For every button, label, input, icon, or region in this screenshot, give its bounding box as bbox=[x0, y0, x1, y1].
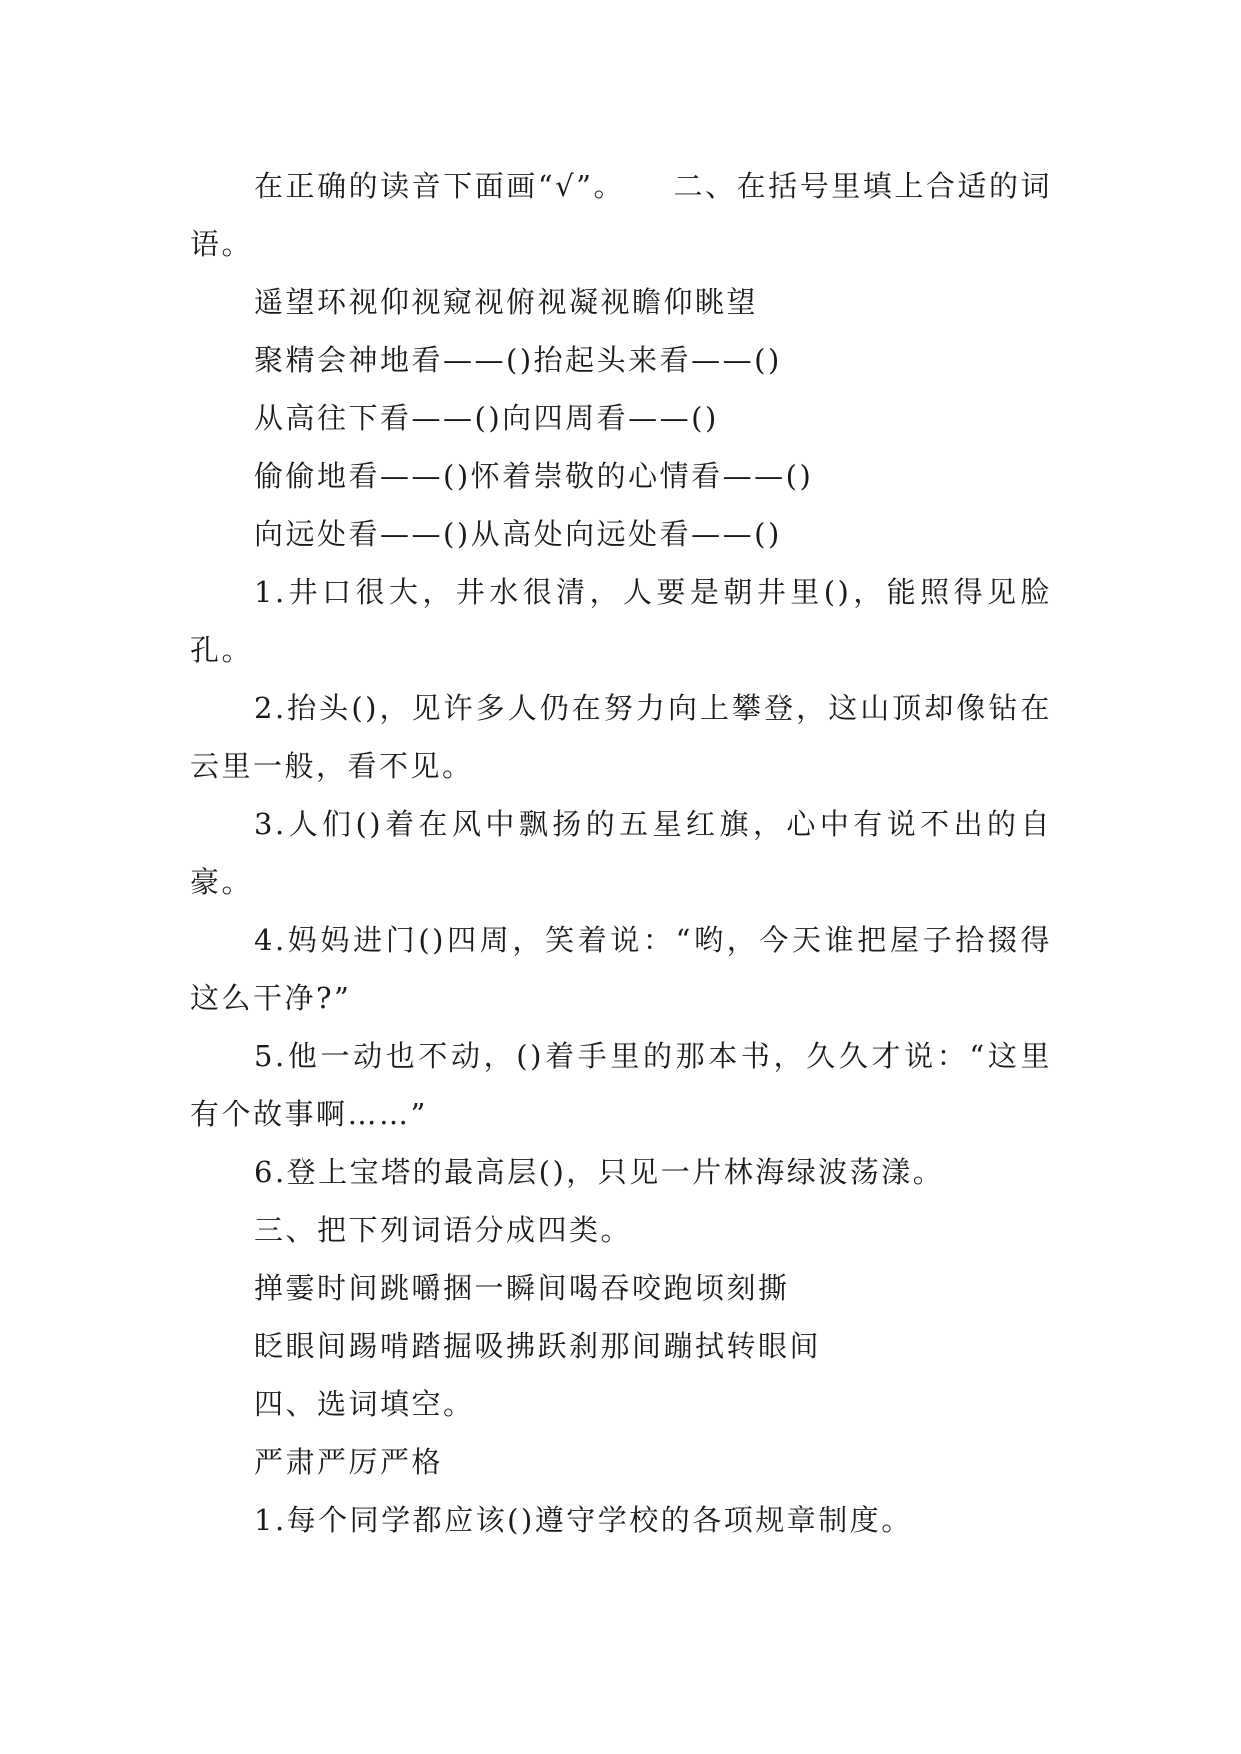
section-heading: 四、选词填空。 bbox=[254, 1387, 475, 1421]
word-bank-line: 遥望环视仰视窥视俯视凝视瞻仰眺望 bbox=[254, 285, 759, 319]
section-heading: 三、把下列词语分成四类。 bbox=[254, 1213, 633, 1247]
document-body bbox=[190, 157, 1052, 1549]
word-bank-line: 掸霎时间跳嚼捆一瞬间喝吞咬跑顷刻撕 bbox=[254, 1271, 790, 1305]
question-item: 1.井口很大，井水很清，人要是朝井里()，能照得见脸孔。 bbox=[190, 575, 1052, 667]
question-item: 4.妈妈进门()四周，笑着说：“哟，今天谁把屋子拾掇得这么干净?” bbox=[190, 923, 1052, 1015]
fill-in-line: 聚精会神地看——()抬起头来看——() bbox=[254, 343, 782, 377]
instruction-line: 在正确的读音下面画“√”。 二、在括号里填上合适的词语。 bbox=[190, 169, 1052, 261]
word-bank-line: 严肃严厉严格 bbox=[254, 1445, 444, 1479]
fill-in-line: 偷偷地看——()怀着崇敬的心情看——() bbox=[254, 459, 814, 493]
word-bank-line: 眨眼间踢啃踏掘吸拂跃刹那间蹦拭转眼间 bbox=[254, 1329, 822, 1363]
question-item: 5.他一动也不动，()着手里的那本书，久久才说：“这里有个故事啊……” bbox=[190, 1039, 1052, 1131]
fill-in-line: 从高往下看——()向四周看——() bbox=[254, 401, 719, 435]
question-item: 1.每个同学都应该()遵守学校的各项规章制度。 bbox=[254, 1503, 913, 1537]
question-item: 6.登上宝塔的最高层()，只见一片林海绿波荡漾。 bbox=[254, 1155, 945, 1189]
question-item: 3.人们()着在风中飘扬的五星红旗，心中有说不出的自豪。 bbox=[190, 807, 1052, 899]
question-item: 2.抬头()，见许多人仍在努力向上攀登，这山顶却像钻在云里一般，看不见。 bbox=[190, 691, 1052, 783]
fill-in-line: 向远处看——()从高处向远处看——() bbox=[254, 517, 782, 551]
